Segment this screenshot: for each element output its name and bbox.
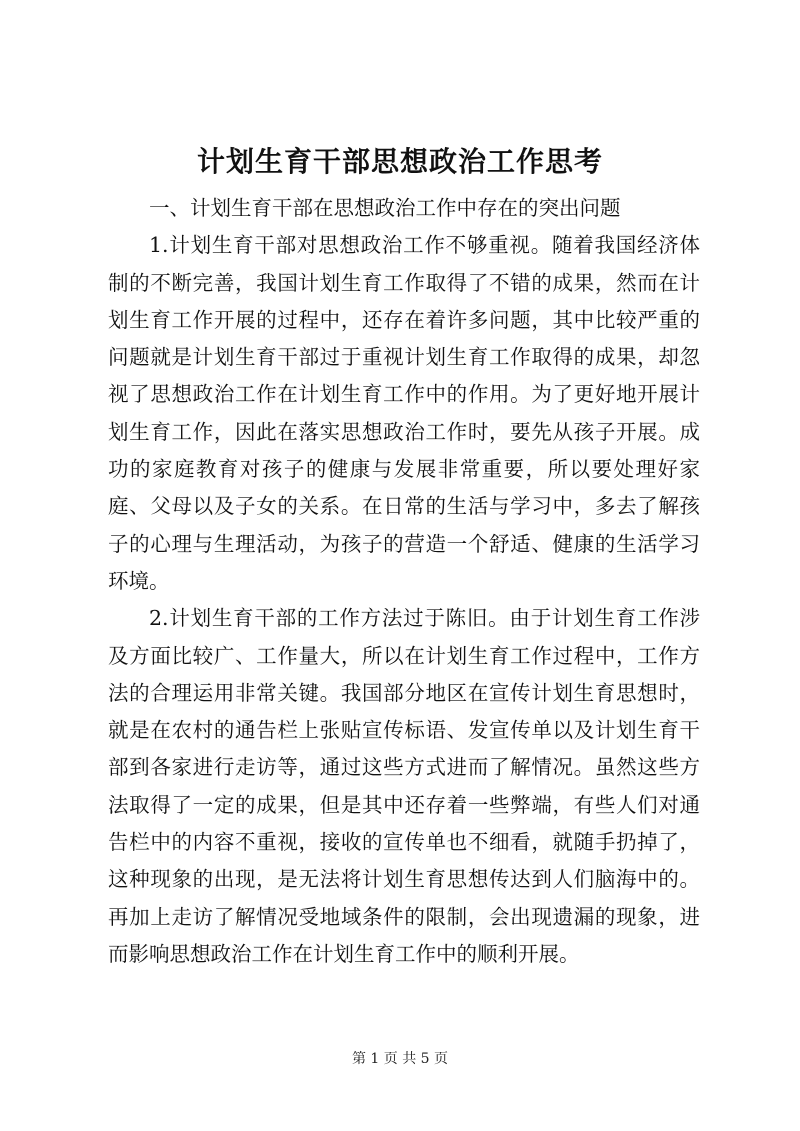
body-paragraph: 2.计划生育干部的工作方法过于陈旧。由于计划生育工作涉及方面比较广、工作量大，所以在计划生育工作过程中，工作方法的合理运用非常关键。我国部分地区在宣传计划生育思想时，就是在农村的通告栏上张贴宣传标语、发宣传单以及计划生育干部到各家进行走访等，通过这些方式进而了解情况。虽然这些方法取得了一定的成果，但是其中还存着一些弊端，有些人们对通告栏中的内容不重视，接收的宣传单也不细看，就随手扔掉了，这种现象的出现，是无法将计划生育思想传达到人们脑海中的。再加上走访了解情况受地域条件的限制，会出现遗漏的现象，进而影响思想政治工作在计划生育工作中的顺利开展。 (108, 606, 700, 966)
document-body (108, 190, 700, 973)
body-paragraph: 1.计划生育干部对思想政治工作不够重视。随着我国经济体制的不断完善，我国计划生育工作取得了不错的成果，然而在计划生育工作开展的过程中，还存在着许多问题，其中比较严重的问题就是计划生育干部过于重视计划生育工作取得的成果，却忽视了思想政治工作在计划生育工作中的作用。为了更好地开展计划生育工作，因此在落实思想政治工作时，要先从孩子开展。成功的家庭教育对孩子的健康与发展非常重要，所以要处理好家庭、父母以及子女的关系。在日常的生活与学习中，多去了解孩子的心理与生理活动，为孩子的营造一个舒适、健康的生活学习环境。 (108, 233, 700, 593)
document-title: 计划生育干部思想政治工作思考 (196, 145, 603, 178)
page-footer: 第 1 页 共 5 页 (351, 1051, 449, 1067)
section-heading: 一、计划生育干部在思想政治工作中存在的突出问题 (149, 196, 621, 220)
